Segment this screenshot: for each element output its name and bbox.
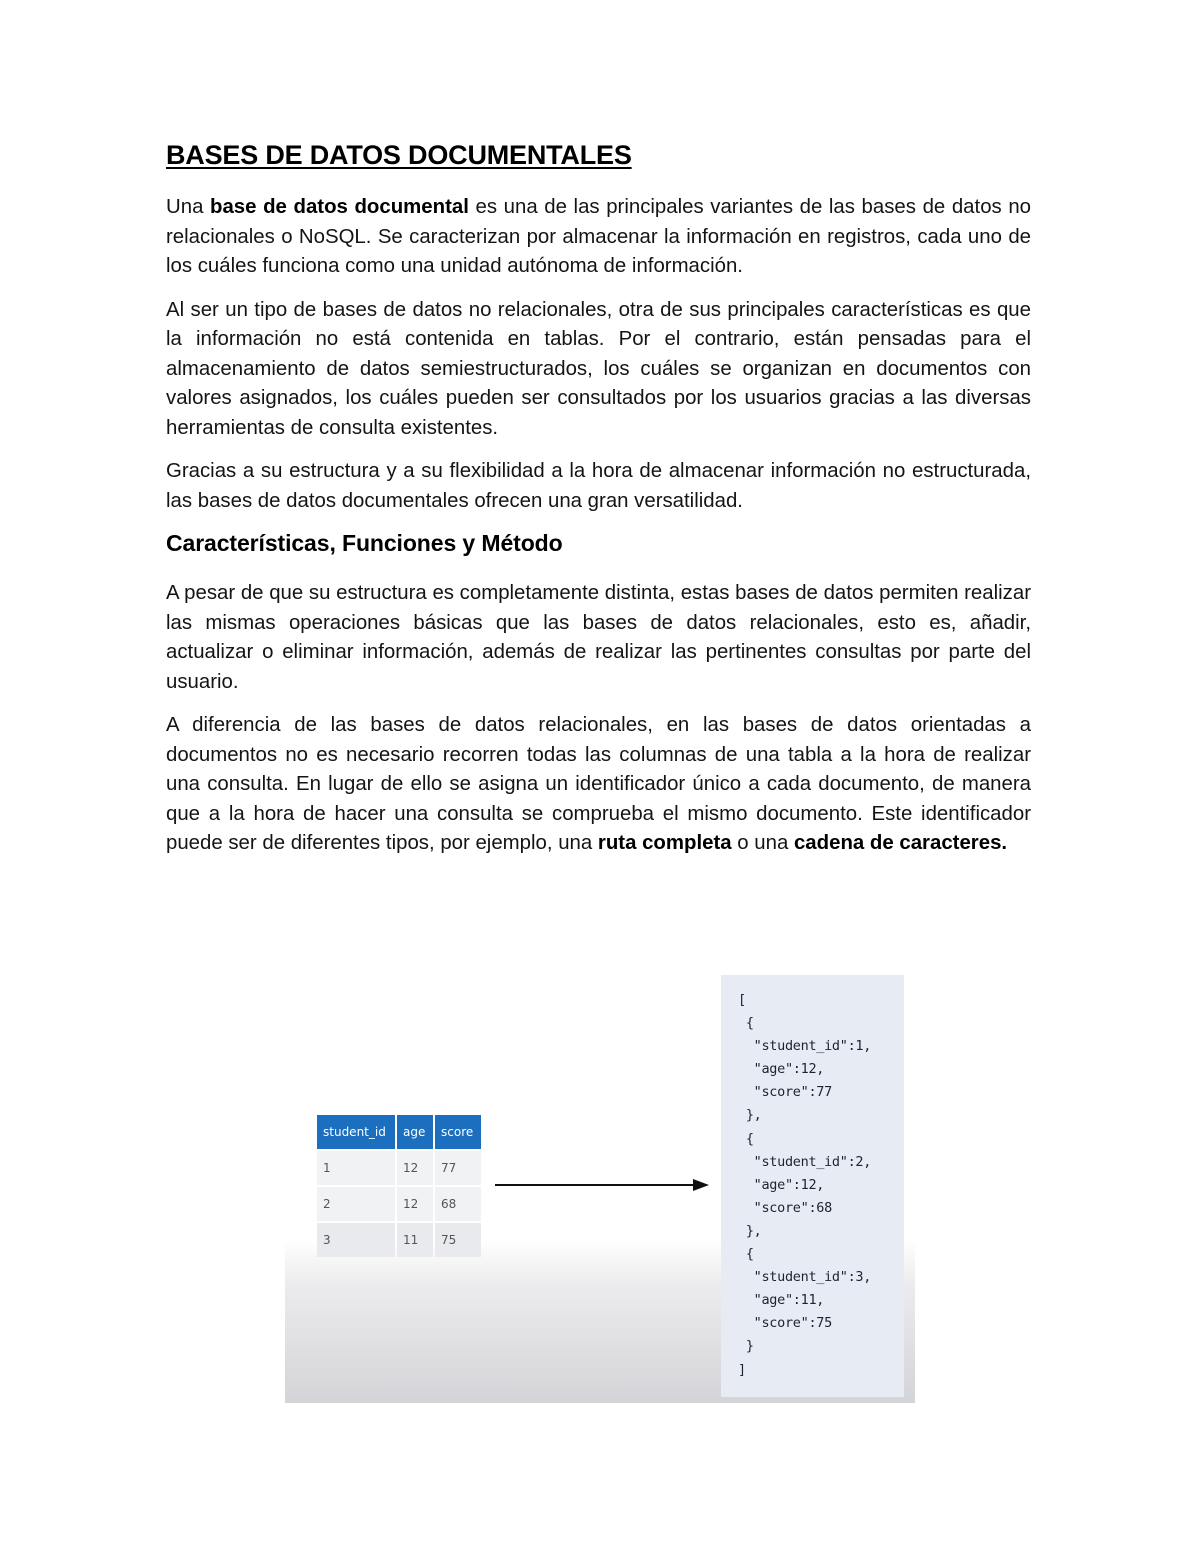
table-header-cell: score	[435, 1115, 481, 1149]
table-row	[317, 1187, 481, 1221]
bold-term: cadena de caracteres.	[793, 832, 1008, 854]
table-cell: 75	[435, 1223, 481, 1257]
paragraph-characteristics: Al ser un tipo de bases de datos no relacionales, otra de sus principales características es que la información no está contenida en tablas. Por el contrario, están pensadas para el almacenamiento de datos semiestructurados, los cuáles se organizan en documentos con valores asignados, los cuáles pueden ser consultados por los usuarios gracias a las diversas herramientas de consulta existentes.	[166, 298, 1031, 439]
table-header-row	[317, 1115, 481, 1149]
section-title: Características, Funciones y Método	[166, 530, 563, 556]
json-code: [ { "student_id":1, "age":12, "score":77 }, { "student_id":2, "age":12, "score":68 }, { "student_id":3, "age":11, "score":75 } ]	[738, 992, 872, 1378]
table-cell: 12	[397, 1151, 433, 1185]
document-body	[166, 140, 1031, 873]
table-cell: 11	[397, 1223, 433, 1257]
arrow-right-icon	[495, 1177, 710, 1193]
text-run: o una	[731, 832, 794, 854]
table-header-cell: student_id	[317, 1115, 395, 1149]
bold-term: base de datos documental	[210, 196, 469, 218]
text-run: es una de las principales variantes de las bases de datos no relacionales o NoSQL. Se caracterizan por almacenar la información en registros, cada uno de los cuáles funciona como una unidad autónoma de información.	[166, 196, 1032, 277]
relational-to-document-figure	[285, 975, 915, 1403]
text-run: A diferencia de las bases de datos relacionales, en las bases de datos orientadas a documentos no es necesario recorren todas las columnas de una tabla a la hora de realizar una consulta. En lugar de ello se asigna un identificador único a cada documento, de manera que a la hora de hacer una consulta se comprueba el mismo documento. Este identificador puede ser de diferentes tipos, por ejemplo, una	[166, 714, 1031, 854]
table-cell: 77	[435, 1151, 481, 1185]
table-cell: 1	[317, 1151, 395, 1185]
page-title: BASES DE DATOS DOCUMENTALES	[166, 140, 632, 170]
table-cell: 12	[397, 1187, 433, 1221]
table-header-cell: age	[397, 1115, 433, 1149]
table-cell: 68	[435, 1187, 481, 1221]
json-document-panel	[721, 975, 904, 1397]
bold-term: ruta completa	[597, 832, 732, 854]
table-row	[317, 1223, 481, 1257]
relational-table	[315, 1113, 483, 1259]
paragraph-flexibility: Gracias a su estructura y a su flexibilidad a la hora de almacenar información no estructurada, las bases de datos documentales ofrecen una gran versatilidad.	[166, 460, 1031, 512]
paragraph-operations: A pesar de que su estructura es completamente distinta, estas bases de datos permiten realizar las mismas operaciones básicas que las bases de datos relacionales, esto es, añadir, actualizar o eliminar información, además de realizar las pertinentes consultas por parte del usuario.	[166, 582, 1031, 693]
paragraph-intro	[166, 193, 1031, 282]
table-cell: 2	[317, 1187, 395, 1221]
paragraph-identifier	[166, 711, 1031, 859]
table-row	[317, 1151, 481, 1185]
text-run: Una	[166, 196, 211, 218]
table-cell: 3	[317, 1223, 395, 1257]
